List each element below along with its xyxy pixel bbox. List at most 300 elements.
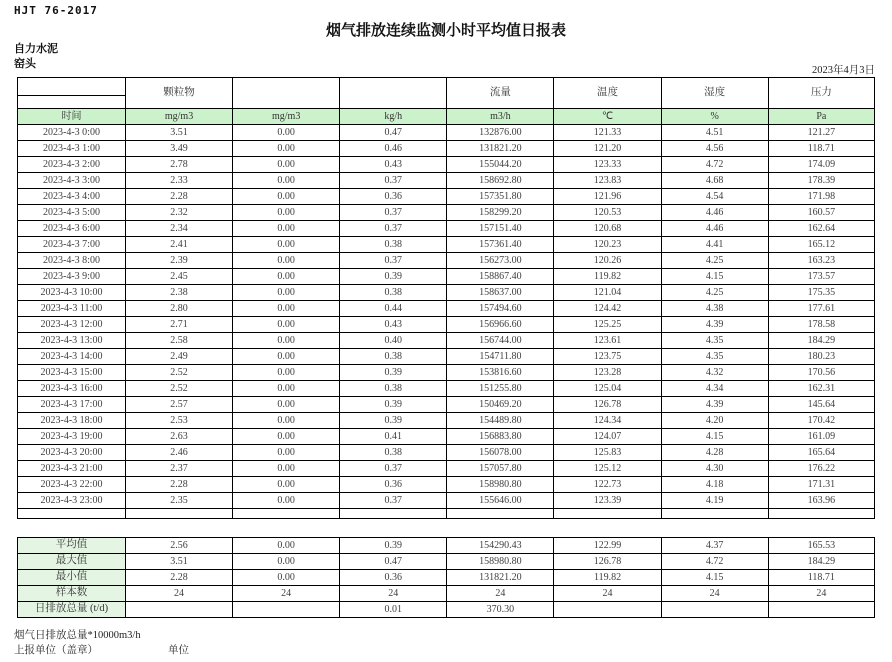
- summary-row-value: 24: [661, 586, 768, 602]
- summary-row-value: 0.00: [233, 538, 340, 554]
- hourly-row-value: 0.40: [340, 333, 447, 349]
- unit-label: 单位: [168, 645, 189, 656]
- hourly-row-value: 0.00: [233, 429, 340, 445]
- hourly-row-label: 2023-4-3 10:00: [18, 285, 126, 301]
- spacer-cell: [233, 509, 340, 519]
- header-blank-cell: [18, 78, 126, 96]
- summary-row-label: 日排放总量 (t/d): [18, 602, 126, 618]
- hourly-row-label: 2023-4-3 9:00: [18, 269, 126, 285]
- hourly-row-value: 174.09: [768, 157, 874, 173]
- summary-row-value: 158980.80: [447, 554, 554, 570]
- hourly-row-value: 2.52: [125, 381, 232, 397]
- hourly-row: [18, 285, 875, 301]
- hourly-row-value: 4.28: [661, 445, 768, 461]
- hourly-row-label: 2023-4-3 13:00: [18, 333, 126, 349]
- summary-row: [18, 554, 875, 570]
- spacer-cell: [554, 509, 661, 519]
- hourly-row-value: 4.15: [661, 429, 768, 445]
- hourly-row-value: 123.61: [554, 333, 661, 349]
- summary-row-value: [661, 602, 768, 618]
- summary-row-value: 24: [340, 586, 447, 602]
- hourly-row: [18, 301, 875, 317]
- hourly-row: [18, 237, 875, 253]
- hourly-row-value: 153816.60: [447, 365, 554, 381]
- hourly-row-value: 123.33: [554, 157, 661, 173]
- hourly-row-label: 2023-4-3 0:00: [18, 125, 126, 141]
- hourly-row-value: 2.53: [125, 413, 232, 429]
- hourly-row: [18, 445, 875, 461]
- hourly-row-value: 0.37: [340, 253, 447, 269]
- hourly-row-value: 4.20: [661, 413, 768, 429]
- hourly-row-value: 184.29: [768, 333, 874, 349]
- hourly-row-label: 2023-4-3 6:00: [18, 221, 126, 237]
- hourly-row-value: 123.39: [554, 493, 661, 509]
- col-header-pressure: 压力: [768, 78, 874, 109]
- hourly-row-value: 162.31: [768, 381, 874, 397]
- hourly-row: [18, 205, 875, 221]
- summary-row-value: 119.82: [554, 570, 661, 586]
- hourly-row-value: 2.78: [125, 157, 232, 173]
- hourly-row-value: 0.00: [233, 461, 340, 477]
- hourly-row-value: 0.00: [233, 381, 340, 397]
- hourly-row-value: 154489.80: [447, 413, 554, 429]
- hourly-row-value: 4.18: [661, 477, 768, 493]
- hourly-row-value: 125.25: [554, 317, 661, 333]
- spacer-cell: [768, 509, 874, 519]
- hourly-row-value: 0.00: [233, 349, 340, 365]
- hourly-row-value: 4.25: [661, 285, 768, 301]
- hourly-row-value: 120.53: [554, 205, 661, 221]
- hourly-row-value: 0.00: [233, 333, 340, 349]
- hourly-row-value: 0.00: [233, 141, 340, 157]
- hourly-row-value: 131821.20: [447, 141, 554, 157]
- col-header-flow: 流量: [447, 78, 554, 109]
- hourly-row-label: 2023-4-3 19:00: [18, 429, 126, 445]
- hourly-row-label: 2023-4-3 12:00: [18, 317, 126, 333]
- hourly-row-value: 0.37: [340, 173, 447, 189]
- hourly-row-value: 2.28: [125, 189, 232, 205]
- hourly-row-value: 4.46: [661, 221, 768, 237]
- summary-row-value: 370.30: [447, 602, 554, 618]
- hourly-row: [18, 317, 875, 333]
- hourly-row-value: 171.31: [768, 477, 874, 493]
- header-blank-subcell: [18, 96, 126, 109]
- hourly-row-value: 2.45: [125, 269, 232, 285]
- unit-header-row: [18, 109, 875, 125]
- hourly-row-value: 0.00: [233, 157, 340, 173]
- hourly-row: [18, 125, 875, 141]
- hourly-row-value: 171.98: [768, 189, 874, 205]
- hourly-row-value: 157361.40: [447, 237, 554, 253]
- hourly-row-value: 124.07: [554, 429, 661, 445]
- summary-table: [17, 537, 875, 618]
- summary-row-value: 0.39: [340, 538, 447, 554]
- hourly-row-value: 165.12: [768, 237, 874, 253]
- summary-row-value: 2.56: [125, 538, 232, 554]
- hourly-row-value: 2.35: [125, 493, 232, 509]
- summary-row-value: [125, 602, 232, 618]
- hourly-row-value: 132876.00: [447, 125, 554, 141]
- hourly-row: [18, 365, 875, 381]
- summary-row-value: 24: [554, 586, 661, 602]
- hourly-row: [18, 157, 875, 173]
- hourly-row-value: 120.23: [554, 237, 661, 253]
- hourly-row-value: 178.39: [768, 173, 874, 189]
- unit-time: 时间: [18, 109, 126, 125]
- hourly-row-value: 4.35: [661, 349, 768, 365]
- reporting-unit-label: 上报单位（盖章）: [14, 645, 98, 656]
- hourly-row-value: 2.57: [125, 397, 232, 413]
- hourly-row-value: 162.64: [768, 221, 874, 237]
- hourly-row-value: 157351.80: [447, 189, 554, 205]
- hourly-row-value: 0.37: [340, 221, 447, 237]
- summary-row-value: 131821.20: [447, 570, 554, 586]
- hourly-row-value: 126.78: [554, 397, 661, 413]
- hourly-row-value: 125.12: [554, 461, 661, 477]
- hourly-row: [18, 413, 875, 429]
- hourly-row-label: 2023-4-3 22:00: [18, 477, 126, 493]
- hourly-row: [18, 221, 875, 237]
- hourly-row-value: 4.30: [661, 461, 768, 477]
- summary-rows: [18, 538, 875, 618]
- hourly-row-value: 0.37: [340, 205, 447, 221]
- hourly-row-value: 119.82: [554, 269, 661, 285]
- hourly-row-value: 4.41: [661, 237, 768, 253]
- spacer-cell: [340, 509, 447, 519]
- hourly-row-value: 125.04: [554, 381, 661, 397]
- hourly-row-value: 170.42: [768, 413, 874, 429]
- hourly-row-value: 124.42: [554, 301, 661, 317]
- hourly-row: [18, 493, 875, 509]
- unit-kgh: kg/h: [340, 109, 447, 125]
- hourly-row-value: 122.73: [554, 477, 661, 493]
- hourly-row-value: 0.39: [340, 365, 447, 381]
- hourly-row-value: 156744.00: [447, 333, 554, 349]
- spacer-cell: [447, 509, 554, 519]
- hourly-row-value: 150469.20: [447, 397, 554, 413]
- summary-row-value: 2.28: [125, 570, 232, 586]
- hourly-row-value: 0.00: [233, 477, 340, 493]
- hourly-row-value: 124.34: [554, 413, 661, 429]
- hourly-row-label: 2023-4-3 2:00: [18, 157, 126, 173]
- unit-mgm3-2: mg/m3: [233, 109, 340, 125]
- hourly-row-value: 125.83: [554, 445, 661, 461]
- hourly-row-value: 0.00: [233, 365, 340, 381]
- hourly-row-value: 156966.60: [447, 317, 554, 333]
- hourly-row-value: 4.38: [661, 301, 768, 317]
- report-date: 2023年4月3日: [812, 65, 875, 76]
- hourly-row: [18, 349, 875, 365]
- hourly-row-value: 2.80: [125, 301, 232, 317]
- hourly-row-label: 2023-4-3 18:00: [18, 413, 126, 429]
- hourly-row-value: 2.34: [125, 221, 232, 237]
- hourly-row-value: 0.00: [233, 269, 340, 285]
- hourly-row-value: 120.26: [554, 253, 661, 269]
- hourly-row-label: 2023-4-3 5:00: [18, 205, 126, 221]
- summary-row-label: 最大值: [18, 554, 126, 570]
- hourly-row: [18, 397, 875, 413]
- hourly-row-value: 156078.00: [447, 445, 554, 461]
- summary-row-value: 118.71: [768, 570, 874, 586]
- hourly-row-label: 2023-4-3 20:00: [18, 445, 126, 461]
- hourly-row-value: 118.71: [768, 141, 874, 157]
- summary-row-value: 154290.43: [447, 538, 554, 554]
- summary-row: [18, 586, 875, 602]
- hourly-row-value: 155646.00: [447, 493, 554, 509]
- hourly-row-value: 161.09: [768, 429, 874, 445]
- hourly-row-value: 178.58: [768, 317, 874, 333]
- hourly-row: [18, 189, 875, 205]
- hourly-row-value: 0.38: [340, 349, 447, 365]
- hourly-row-value: 180.23: [768, 349, 874, 365]
- hourly-row-value: 4.25: [661, 253, 768, 269]
- hourly-row-value: 0.38: [340, 445, 447, 461]
- summary-row-label: 最小值: [18, 570, 126, 586]
- summary-row-label: 平均值: [18, 538, 126, 554]
- col-header-humidity: 湿度: [661, 78, 768, 109]
- spacer-row: [18, 509, 875, 519]
- hourly-row-value: 158692.80: [447, 173, 554, 189]
- hourly-row-value: 158299.20: [447, 205, 554, 221]
- hourly-row-value: 0.00: [233, 285, 340, 301]
- summary-row-value: 4.37: [661, 538, 768, 554]
- hourly-row: [18, 253, 875, 269]
- hourly-row-value: 0.00: [233, 317, 340, 333]
- hourly-row-value: 0.00: [233, 173, 340, 189]
- hourly-row-label: 2023-4-3 14:00: [18, 349, 126, 365]
- hourly-row-value: 121.20: [554, 141, 661, 157]
- hourly-row-label: 2023-4-3 3:00: [18, 173, 126, 189]
- hourly-row-value: 151255.80: [447, 381, 554, 397]
- hourly-row-value: 4.19: [661, 493, 768, 509]
- hourly-row-value: 0.00: [233, 253, 340, 269]
- unit-celsius: ℃: [554, 109, 661, 125]
- hourly-row-value: 173.57: [768, 269, 874, 285]
- hourly-row-value: 176.22: [768, 461, 874, 477]
- group-header-row: [18, 78, 875, 96]
- hourly-row-value: 0.00: [233, 301, 340, 317]
- hourly-data-table: [17, 77, 875, 519]
- hourly-row-value: 0.38: [340, 237, 447, 253]
- standard-code: HJT 76-2017: [14, 4, 98, 17]
- hourly-row-value: 4.68: [661, 173, 768, 189]
- hourly-row-value: 163.23: [768, 253, 874, 269]
- hourly-row-value: 123.28: [554, 365, 661, 381]
- hourly-row-value: 121.33: [554, 125, 661, 141]
- hourly-row-value: 0.37: [340, 493, 447, 509]
- hourly-row-label: 2023-4-3 4:00: [18, 189, 126, 205]
- hourly-row-value: 4.46: [661, 205, 768, 221]
- hourly-row-value: 2.32: [125, 205, 232, 221]
- hourly-row-value: 0.00: [233, 493, 340, 509]
- monitor-point-name: 窑头: [14, 58, 36, 70]
- summary-row-value: 184.29: [768, 554, 874, 570]
- hourly-row-value: 0.00: [233, 221, 340, 237]
- hourly-row: [18, 333, 875, 349]
- summary-row-label: 样本数: [18, 586, 126, 602]
- hourly-row-value: 4.51: [661, 125, 768, 141]
- hourly-row-label: 2023-4-3 8:00: [18, 253, 126, 269]
- hourly-row-value: 0.00: [233, 125, 340, 141]
- summary-row-value: [768, 602, 874, 618]
- hourly-row-value: 0.38: [340, 381, 447, 397]
- page-title: 烟气排放连续监测小时平均值日报表: [325, 22, 566, 39]
- summary-row-value: 126.78: [554, 554, 661, 570]
- hourly-row-label: 2023-4-3 21:00: [18, 461, 126, 477]
- summary-row-value: 3.51: [125, 554, 232, 570]
- hourly-row-label: 2023-4-3 15:00: [18, 365, 126, 381]
- hourly-row-value: 158637.00: [447, 285, 554, 301]
- hourly-row-value: 0.39: [340, 397, 447, 413]
- hourly-row-value: 163.96: [768, 493, 874, 509]
- hourly-row-value: 155044.20: [447, 157, 554, 173]
- col-header-particulate: 颗粒物: [125, 78, 232, 109]
- hourly-row-value: 3.51: [125, 125, 232, 141]
- hourly-row-value: 2.71: [125, 317, 232, 333]
- hourly-row-value: 0.39: [340, 269, 447, 285]
- unit-pa: Pa: [768, 109, 874, 125]
- hourly-row-value: 0.47: [340, 125, 447, 141]
- hourly-row-value: 4.32: [661, 365, 768, 381]
- hourly-row-value: 4.56: [661, 141, 768, 157]
- hourly-row-value: 0.39: [340, 413, 447, 429]
- hourly-row-value: 158867.40: [447, 269, 554, 285]
- company-name: 自力水泥: [14, 43, 58, 55]
- hourly-row-value: 0.00: [233, 445, 340, 461]
- hourly-row: [18, 477, 875, 493]
- spacer-cell: [661, 509, 768, 519]
- hourly-row: [18, 429, 875, 445]
- hourly-rows: [18, 125, 875, 519]
- hourly-row-value: 157057.80: [447, 461, 554, 477]
- hourly-row-value: 0.44: [340, 301, 447, 317]
- summary-row: [18, 538, 875, 554]
- summary-row-value: 24: [125, 586, 232, 602]
- hourly-row-value: 157151.40: [447, 221, 554, 237]
- hourly-row-value: 158980.80: [447, 477, 554, 493]
- hourly-row-value: 165.64: [768, 445, 874, 461]
- hourly-row-value: 4.72: [661, 157, 768, 173]
- hourly-row-label: 2023-4-3 11:00: [18, 301, 126, 317]
- hourly-row: [18, 461, 875, 477]
- hourly-row-value: 0.38: [340, 285, 447, 301]
- hourly-row-label: 2023-4-3 7:00: [18, 237, 126, 253]
- unit-percent: %: [661, 109, 768, 125]
- summary-row: [18, 602, 875, 618]
- hourly-row-value: 4.39: [661, 397, 768, 413]
- summary-row-value: 0.00: [233, 554, 340, 570]
- hourly-row-value: 4.35: [661, 333, 768, 349]
- hourly-row-value: 4.39: [661, 317, 768, 333]
- summary-row-value: 0.47: [340, 554, 447, 570]
- summary-row-value: [233, 602, 340, 618]
- hourly-row-label: 2023-4-3 1:00: [18, 141, 126, 157]
- hourly-row-value: 0.00: [233, 397, 340, 413]
- hourly-row: [18, 381, 875, 397]
- hourly-row-value: 2.49: [125, 349, 232, 365]
- hourly-row-value: 2.46: [125, 445, 232, 461]
- hourly-row-value: 0.00: [233, 237, 340, 253]
- summary-row-value: 165.53: [768, 538, 874, 554]
- hourly-row-value: 2.52: [125, 365, 232, 381]
- hourly-row-value: 156273.00: [447, 253, 554, 269]
- summary-row-value: 4.72: [661, 554, 768, 570]
- hourly-row: [18, 269, 875, 285]
- unit-m3h: m3/h: [447, 109, 554, 125]
- hourly-row-value: 121.96: [554, 189, 661, 205]
- summary-row-value: 122.99: [554, 538, 661, 554]
- hourly-row-value: 4.54: [661, 189, 768, 205]
- summary-row-value: 0.36: [340, 570, 447, 586]
- hourly-row-value: 2.63: [125, 429, 232, 445]
- hourly-row-value: 145.64: [768, 397, 874, 413]
- hourly-row-value: 3.49: [125, 141, 232, 157]
- spacer-cell: [18, 509, 126, 519]
- hourly-row-value: 121.27: [768, 125, 874, 141]
- hourly-row-value: 120.68: [554, 221, 661, 237]
- hourly-row-value: 177.61: [768, 301, 874, 317]
- hourly-row-value: 0.36: [340, 189, 447, 205]
- summary-row-value: 24: [233, 586, 340, 602]
- hourly-row-value: 121.04: [554, 285, 661, 301]
- hourly-row-value: 0.41: [340, 429, 447, 445]
- hourly-row-value: 160.57: [768, 205, 874, 221]
- hourly-row-value: 2.37: [125, 461, 232, 477]
- hourly-row-value: 156883.80: [447, 429, 554, 445]
- summary-row-value: 24: [447, 586, 554, 602]
- summary-row-value: 4.15: [661, 570, 768, 586]
- hourly-row-label: 2023-4-3 17:00: [18, 397, 126, 413]
- hourly-row-value: 123.75: [554, 349, 661, 365]
- hourly-row-value: 0.46: [340, 141, 447, 157]
- col-header-blank-2: [340, 78, 447, 109]
- hourly-row-value: 4.34: [661, 381, 768, 397]
- hourly-row-value: 0.00: [233, 205, 340, 221]
- spacer-cell: [125, 509, 232, 519]
- hourly-row-value: 2.58: [125, 333, 232, 349]
- hourly-row-value: 0.43: [340, 317, 447, 333]
- hourly-row-value: 123.83: [554, 173, 661, 189]
- hourly-row-value: 154711.80: [447, 349, 554, 365]
- summary-row-value: 24: [768, 586, 874, 602]
- hourly-row-value: 0.37: [340, 461, 447, 477]
- col-header-temperature: 温度: [554, 78, 661, 109]
- hourly-row-value: 170.56: [768, 365, 874, 381]
- summary-row-value: 0.01: [340, 602, 447, 618]
- hourly-row-value: 0.00: [233, 189, 340, 205]
- summary-row-value: 0.00: [233, 570, 340, 586]
- hourly-row-value: 2.33: [125, 173, 232, 189]
- hourly-row-value: 2.28: [125, 477, 232, 493]
- hourly-row-value: 2.38: [125, 285, 232, 301]
- hourly-row-value: 0.43: [340, 157, 447, 173]
- hourly-row: [18, 141, 875, 157]
- hourly-row-value: 0.00: [233, 413, 340, 429]
- hourly-row-value: 4.15: [661, 269, 768, 285]
- col-header-blank-1: [233, 78, 340, 109]
- unit-mgm3-1: mg/m3: [125, 109, 232, 125]
- summary-row-value: [554, 602, 661, 618]
- hourly-row-label: 2023-4-3 16:00: [18, 381, 126, 397]
- hourly-row-value: 157494.60: [447, 301, 554, 317]
- hourly-row-value: 0.36: [340, 477, 447, 493]
- hourly-row: [18, 173, 875, 189]
- hourly-row-value: 2.41: [125, 237, 232, 253]
- hourly-row-value: 175.35: [768, 285, 874, 301]
- hourly-row-label: 2023-4-3 23:00: [18, 493, 126, 509]
- hourly-row-value: 2.39: [125, 253, 232, 269]
- flue-gas-total-note: 烟气日排放总量*10000m3/h: [14, 630, 141, 641]
